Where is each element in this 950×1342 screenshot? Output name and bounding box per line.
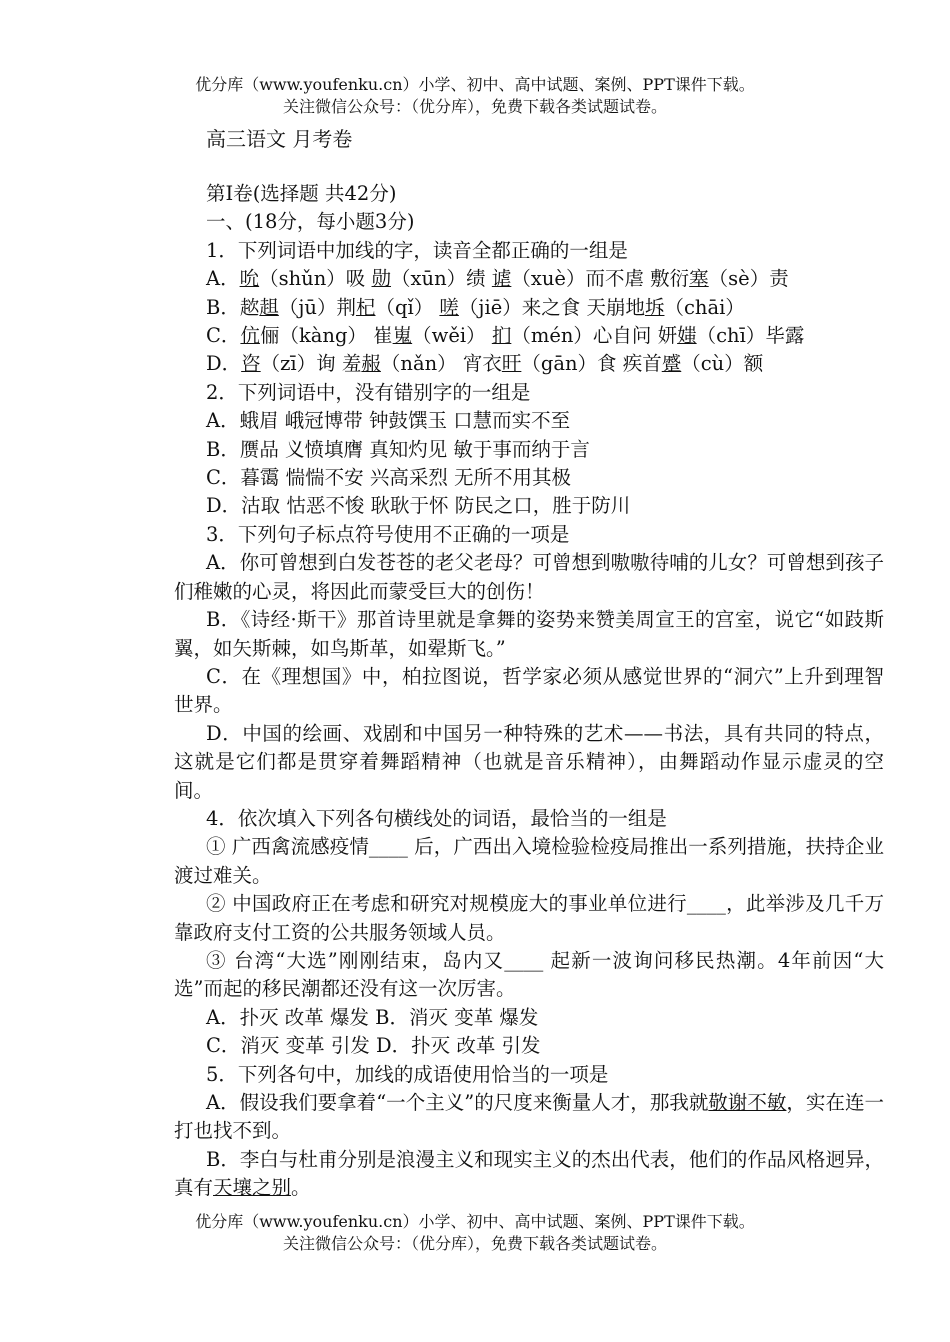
q2-option-a: A．蛾眉 峨冠博带 钟鼓馔玉 口慧而实不至 bbox=[206, 409, 571, 433]
q1-option-d: D．咨（zī）询 羞赧（nǎn） 宵衣旰（gān）食 疾首蹙（cù）额 bbox=[206, 352, 764, 376]
underlined-idiom: 敬谢不敏 bbox=[708, 1091, 787, 1114]
q2-stem: 2．下列词语中，没有错别字的一组是 bbox=[206, 380, 531, 404]
q3-option-a: A．你可曾想到白发苍苍的老父老母？可曾想到嗷嗷待哺的儿女？可曾想到孩子们稚嫩的心灵，将因此而蒙受巨大的创伤！ bbox=[174, 551, 884, 603]
q4-sentence-3: ③ 台湾“大选”刚刚结束，岛内又____ 起新一波询问移民热潮。4年前因“大选”而起的移民潮都还没有这一次厉害。 bbox=[174, 948, 884, 1001]
q2-option-d: D．沽取 怙恶不悛 耿耿于怀 防民之口，胜于防川 bbox=[206, 494, 631, 518]
section-title: 第Ⅰ卷(选择题 共42分) bbox=[206, 182, 397, 205]
page-header bbox=[0, 74, 950, 118]
q1-option-c: C．伉俪（kàng） 崔嵬（wěi） 扪（mén）心自问 妍媸（chī）毕露 bbox=[206, 324, 805, 348]
q5-option-a: A．假设我们要拿着“一个主义”的尺度来衡量人才，那我就敬谢不敏，实在连一打也找不到。 bbox=[174, 1091, 884, 1143]
q3-stem: 3．下列句子标点符号使用不正确的一项是 bbox=[206, 522, 570, 546]
q2-option-c: C．暮霭 惴惴不安 兴高采烈 无所不用其极 bbox=[206, 466, 572, 490]
footer-line-2: 关注微信公众号：（优分库），免费下载各类试题试卷。 bbox=[282, 1234, 667, 1253]
q4-sentence-1: ① 广西禽流感疫情____ 后，广西出入境检验检疫局推出一系列措施，扶持企业渡过难关。 bbox=[174, 835, 884, 887]
q4-sentence-2: ② 中国政府正在考虑和研究对规模庞大的事业单位进行____，此举涉及几千万靠政府支付工资的公共服务领域人员。 bbox=[174, 892, 884, 944]
q5-option-b: B．李白与杜甫分别是浪漫主义和现实主义的杰出代表，他们的作品风格迥异，真有天壤之别。 bbox=[174, 1147, 884, 1200]
footer-line-1: 优分库（www.youfenku.cn）小学、初中、高中试题、案例、PPT课件下载。 bbox=[195, 1212, 755, 1231]
q3-option-c: C．在《理想国》中，柏拉图说，哲学家必须从感觉世界的“洞穴”上升到理智世界。 bbox=[174, 664, 884, 717]
q1-stem: 1．下列词语中加线的字，读音全都正确的一组是 bbox=[206, 238, 628, 262]
q2-option-b: B．赝品 义愤填膺 真知灼见 敏于事而纳于言 bbox=[206, 437, 590, 461]
q1-option-b: B．趑趄（jū）荆杞（qǐ） 嗟（jiē）来之食 天崩地坼（chāi） bbox=[206, 295, 745, 319]
header-line-2: 关注微信公众号：（优分库），免费下载各类试题试卷。 bbox=[282, 97, 667, 116]
q3-option-d: D．中国的绘画、戏剧和中国另一种特殊的艺术——书法，具有共同的特点，这就是它们都是贯穿着舞蹈精神（也就是音乐精神），由舞蹈动作显示虚灵的空间。 bbox=[174, 721, 884, 802]
exam-content bbox=[174, 180, 884, 1203]
q5-stem: 5．下列各句中，加线的成语使用恰当的一项是 bbox=[206, 1062, 609, 1086]
q4-options-cd: C．消灭 变革 引发 D．扑灭 改革 引发 bbox=[206, 1034, 541, 1058]
q1-option-a: A．吮（shǔn）吸 勋（xūn）绩 谑（xuè）而不虐 敷衍塞（sè）责 bbox=[206, 267, 789, 291]
header-line-1: 优分库（www.youfenku.cn）小学、初中、高中试题、案例、PPT课件下载。 bbox=[195, 75, 755, 94]
q3-option-b: B．《诗经·斯干》那首诗里就是拿舞的姿势来赞美周宣王的宫室，说它“如跂斯翼，如矢斯棘，如鸟斯革，如翚斯飞。” bbox=[174, 608, 884, 660]
q4-stem: 4．依次填入下列各句横线处的词语，最恰当的一组是 bbox=[206, 806, 667, 830]
page-title: 高三语文 月考卷 bbox=[206, 127, 353, 151]
part1-title: 一、(18分，每小题3分) bbox=[206, 210, 415, 234]
underlined-idiom: 天壤之别 bbox=[213, 1176, 292, 1200]
q4-options-ab: A．扑灭 改革 爆发 B．消灭 变革 爆发 bbox=[206, 1005, 539, 1029]
page-footer bbox=[0, 1211, 950, 1255]
